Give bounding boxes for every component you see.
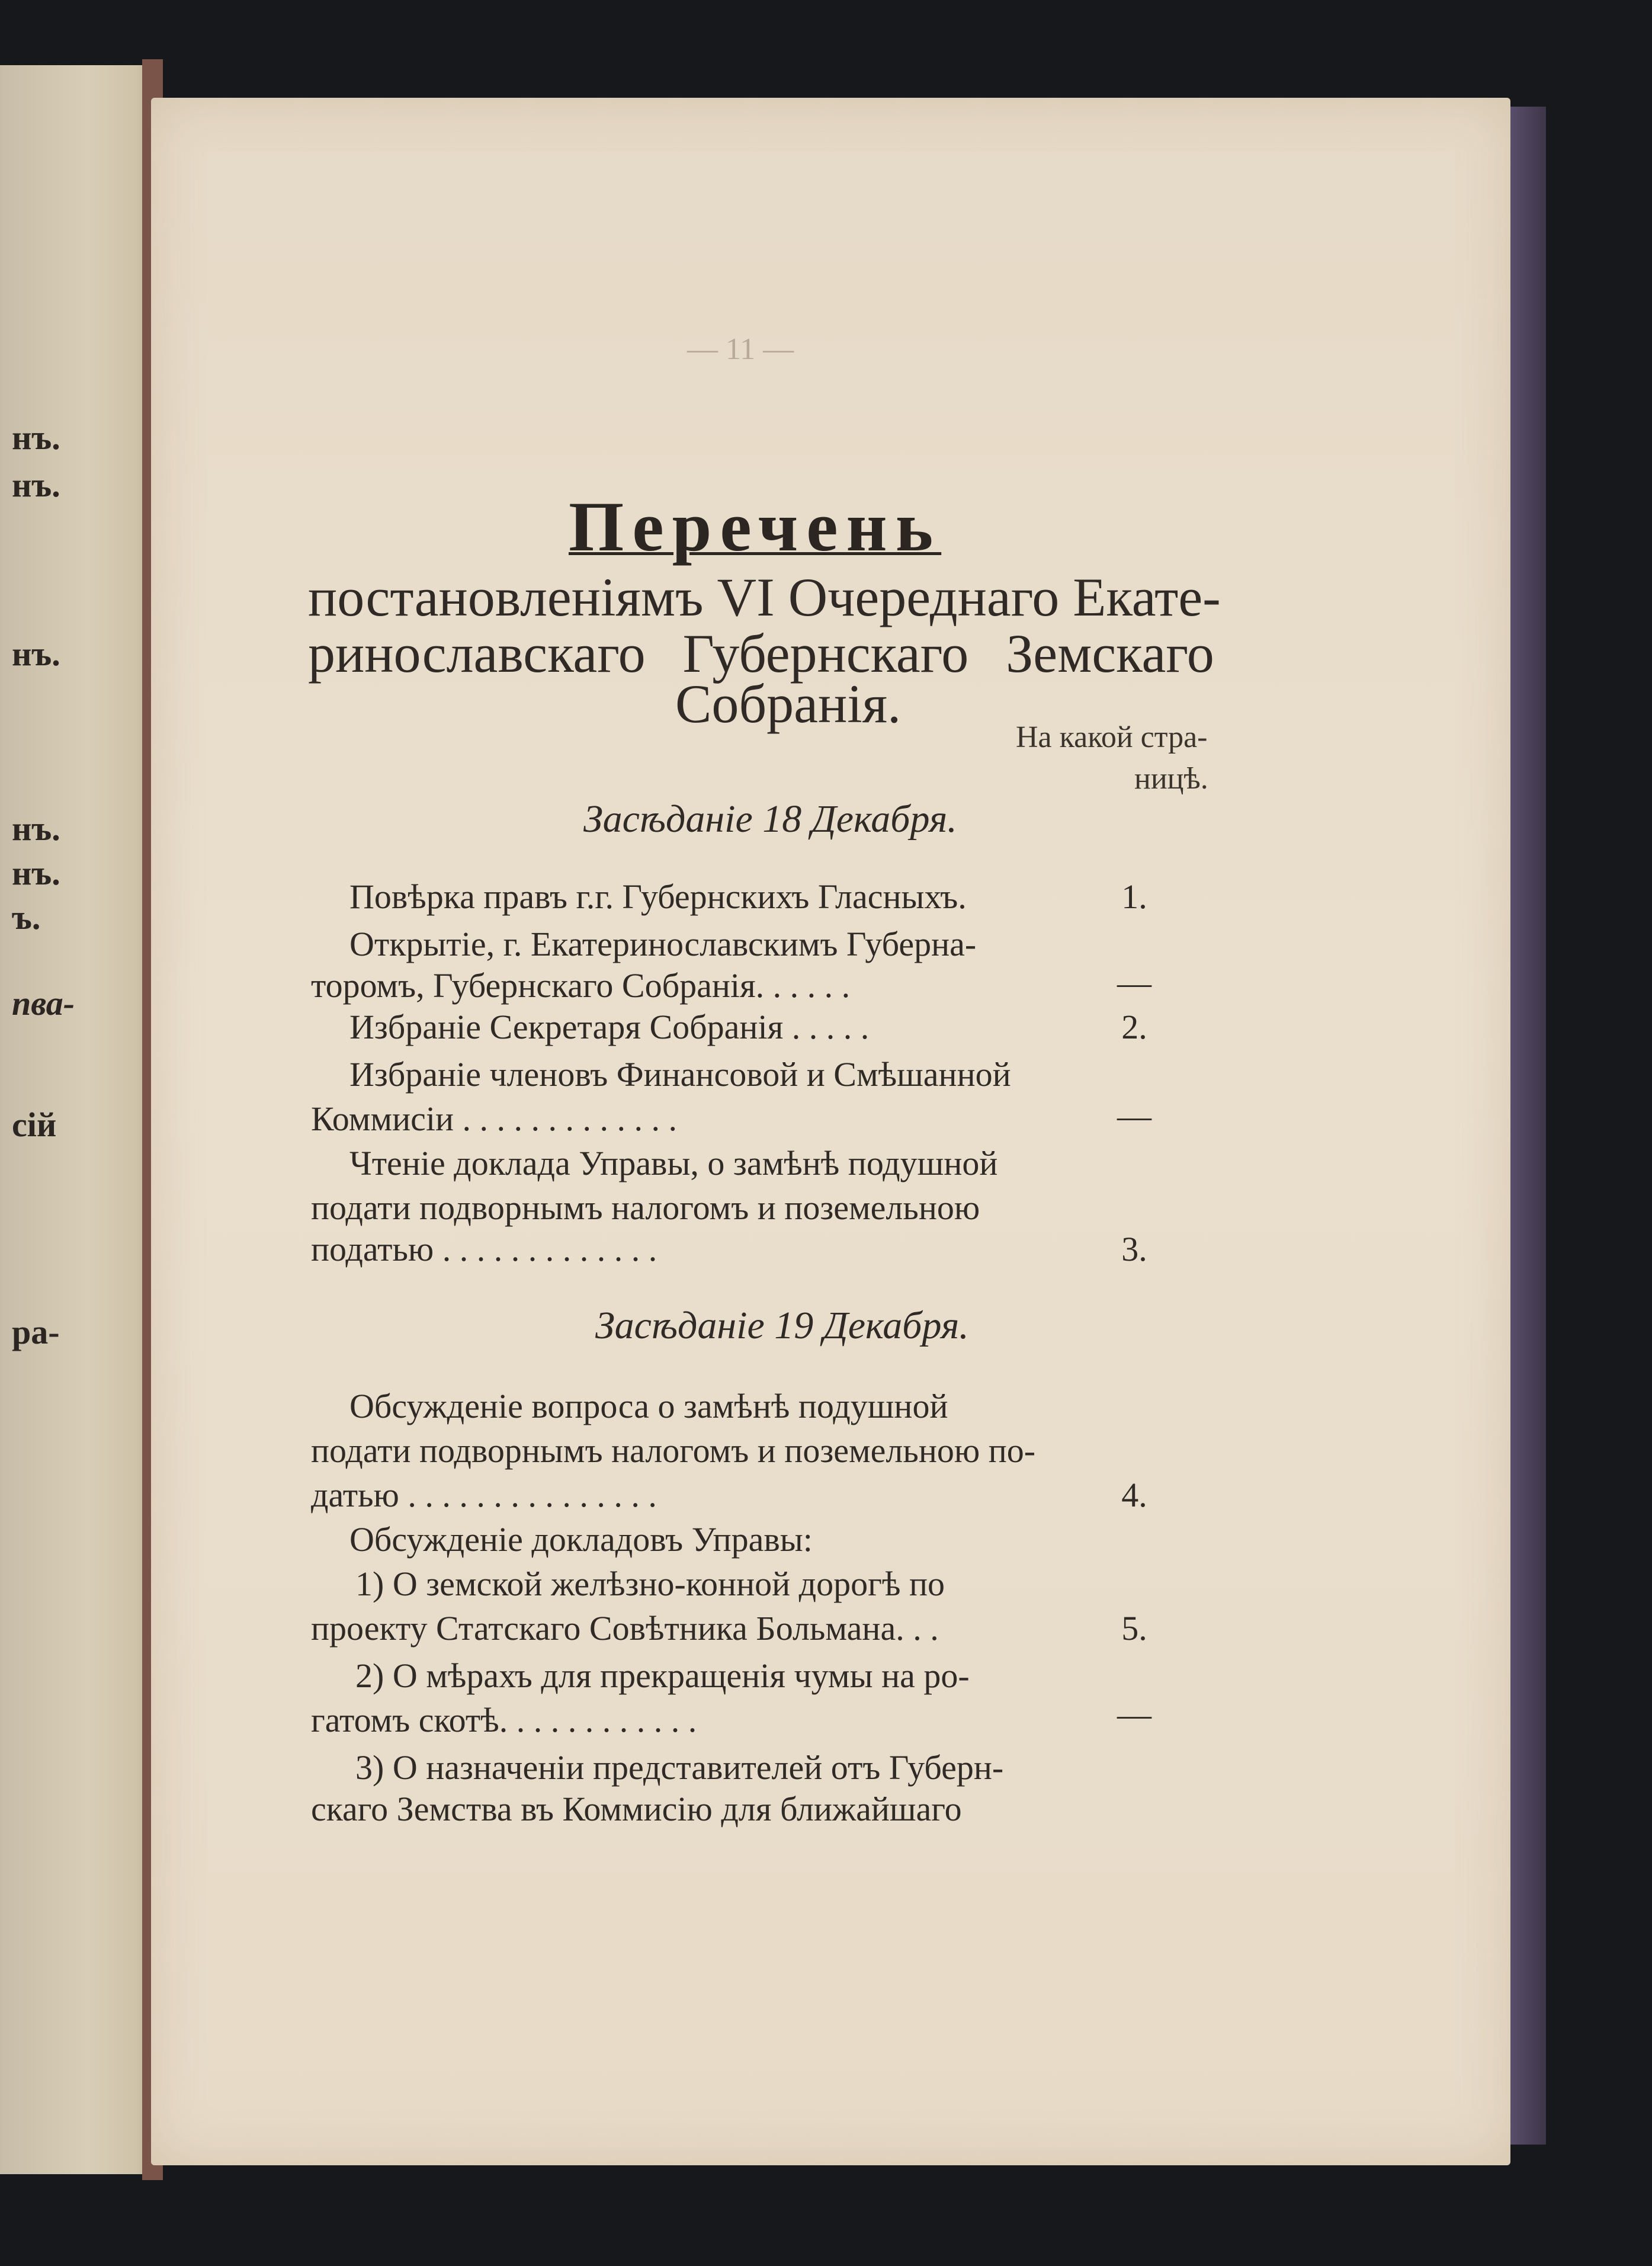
toc-entry: 2) О мѣрахъ для прекращенія чумы на ро- [355, 1656, 970, 1695]
left-fragment: нъ. [12, 854, 60, 892]
left-fragment: нъ. [12, 634, 60, 673]
toc-entry: Коммисіи . . . . . . . . . . . . . [311, 1100, 678, 1138]
toc-entry: 1) О земской желѣзно-конной дорогѣ по [355, 1565, 945, 1603]
toc-entry: Повѣрка правъ г.г. Губернскихъ Гласныхъ. [349, 877, 967, 916]
toc-entry: Обсужденіе докладовъ Управы: [349, 1520, 813, 1559]
toc-entry: скаго Земства въ Коммисію для ближайшаго [311, 1790, 962, 1828]
toc-page: 4. [1121, 1476, 1147, 1514]
left-fragment: нъ. [12, 809, 60, 848]
page-number: — 11 — [687, 332, 794, 366]
toc-page: — [1117, 963, 1151, 1002]
column-header: На какой стра- [1016, 720, 1208, 754]
heading-line: ринославскаго Губернскаго Земскаго [308, 623, 1214, 684]
left-fragment: ъ. [12, 898, 41, 937]
toc-entry: гатомъ скотѣ. . . . . . . . . . . . [311, 1701, 697, 1739]
toc-page: — [1117, 1695, 1151, 1733]
toc-entry: подати подворнымъ налогомъ и поземельною [311, 1188, 980, 1227]
toc-entry: Избраніе Секретаря Собранія . . . . . [349, 1008, 870, 1046]
toc-page: 3. [1121, 1230, 1147, 1268]
toc-entry: Чтеніе доклада Управы, о замѣнѣ подушной [349, 1144, 998, 1182]
toc-entry: 3) О назначеніи представителей отъ Губерн- [355, 1748, 1004, 1787]
toc-entry: податью . . . . . . . . . . . . . [311, 1230, 657, 1268]
toc-entry: подати подворнымъ налогомъ и поземельною по- [311, 1431, 1036, 1470]
toc-entry: датью . . . . . . . . . . . . . . . [311, 1476, 657, 1514]
toc-entry: Обсужденіе вопроса о замѣнѣ подушной [349, 1387, 948, 1425]
toc-entry: Избраніе членовъ Финансовой и Смѣшанной [349, 1055, 1011, 1094]
left-fragment: ра- [12, 1313, 60, 1351]
toc-page: 2. [1121, 1008, 1147, 1046]
page-title: Перечень [569, 487, 942, 566]
toc-entry: торомъ, Губернскаго Собранія. . . . . . [311, 966, 851, 1005]
left-fragment: пва- [12, 984, 75, 1023]
heading-line: постановленіямъ VI Очереднаго Екате- [308, 567, 1221, 627]
left-fragment: нъ. [12, 466, 60, 504]
toc-entry: Открытіе, г. Екатеринославскимъ Губерна- [349, 925, 977, 963]
toc-page: 5. [1121, 1609, 1147, 1648]
toc-entry: проекту Статскаго Совѣтника Больмана. . . [311, 1609, 939, 1648]
toc-page: — [1117, 1097, 1151, 1135]
heading-line: Собранія. [675, 674, 902, 734]
left-fragment: нъ. [12, 418, 60, 457]
toc-page: 1. [1121, 877, 1147, 916]
left-fragment: сій [12, 1105, 57, 1144]
column-header: ницѣ. [1134, 762, 1208, 796]
session-title: Засѣданіе 19 Декабря. [595, 1304, 969, 1347]
session-title: Засѣданіе 18 Декабря. [583, 797, 957, 841]
